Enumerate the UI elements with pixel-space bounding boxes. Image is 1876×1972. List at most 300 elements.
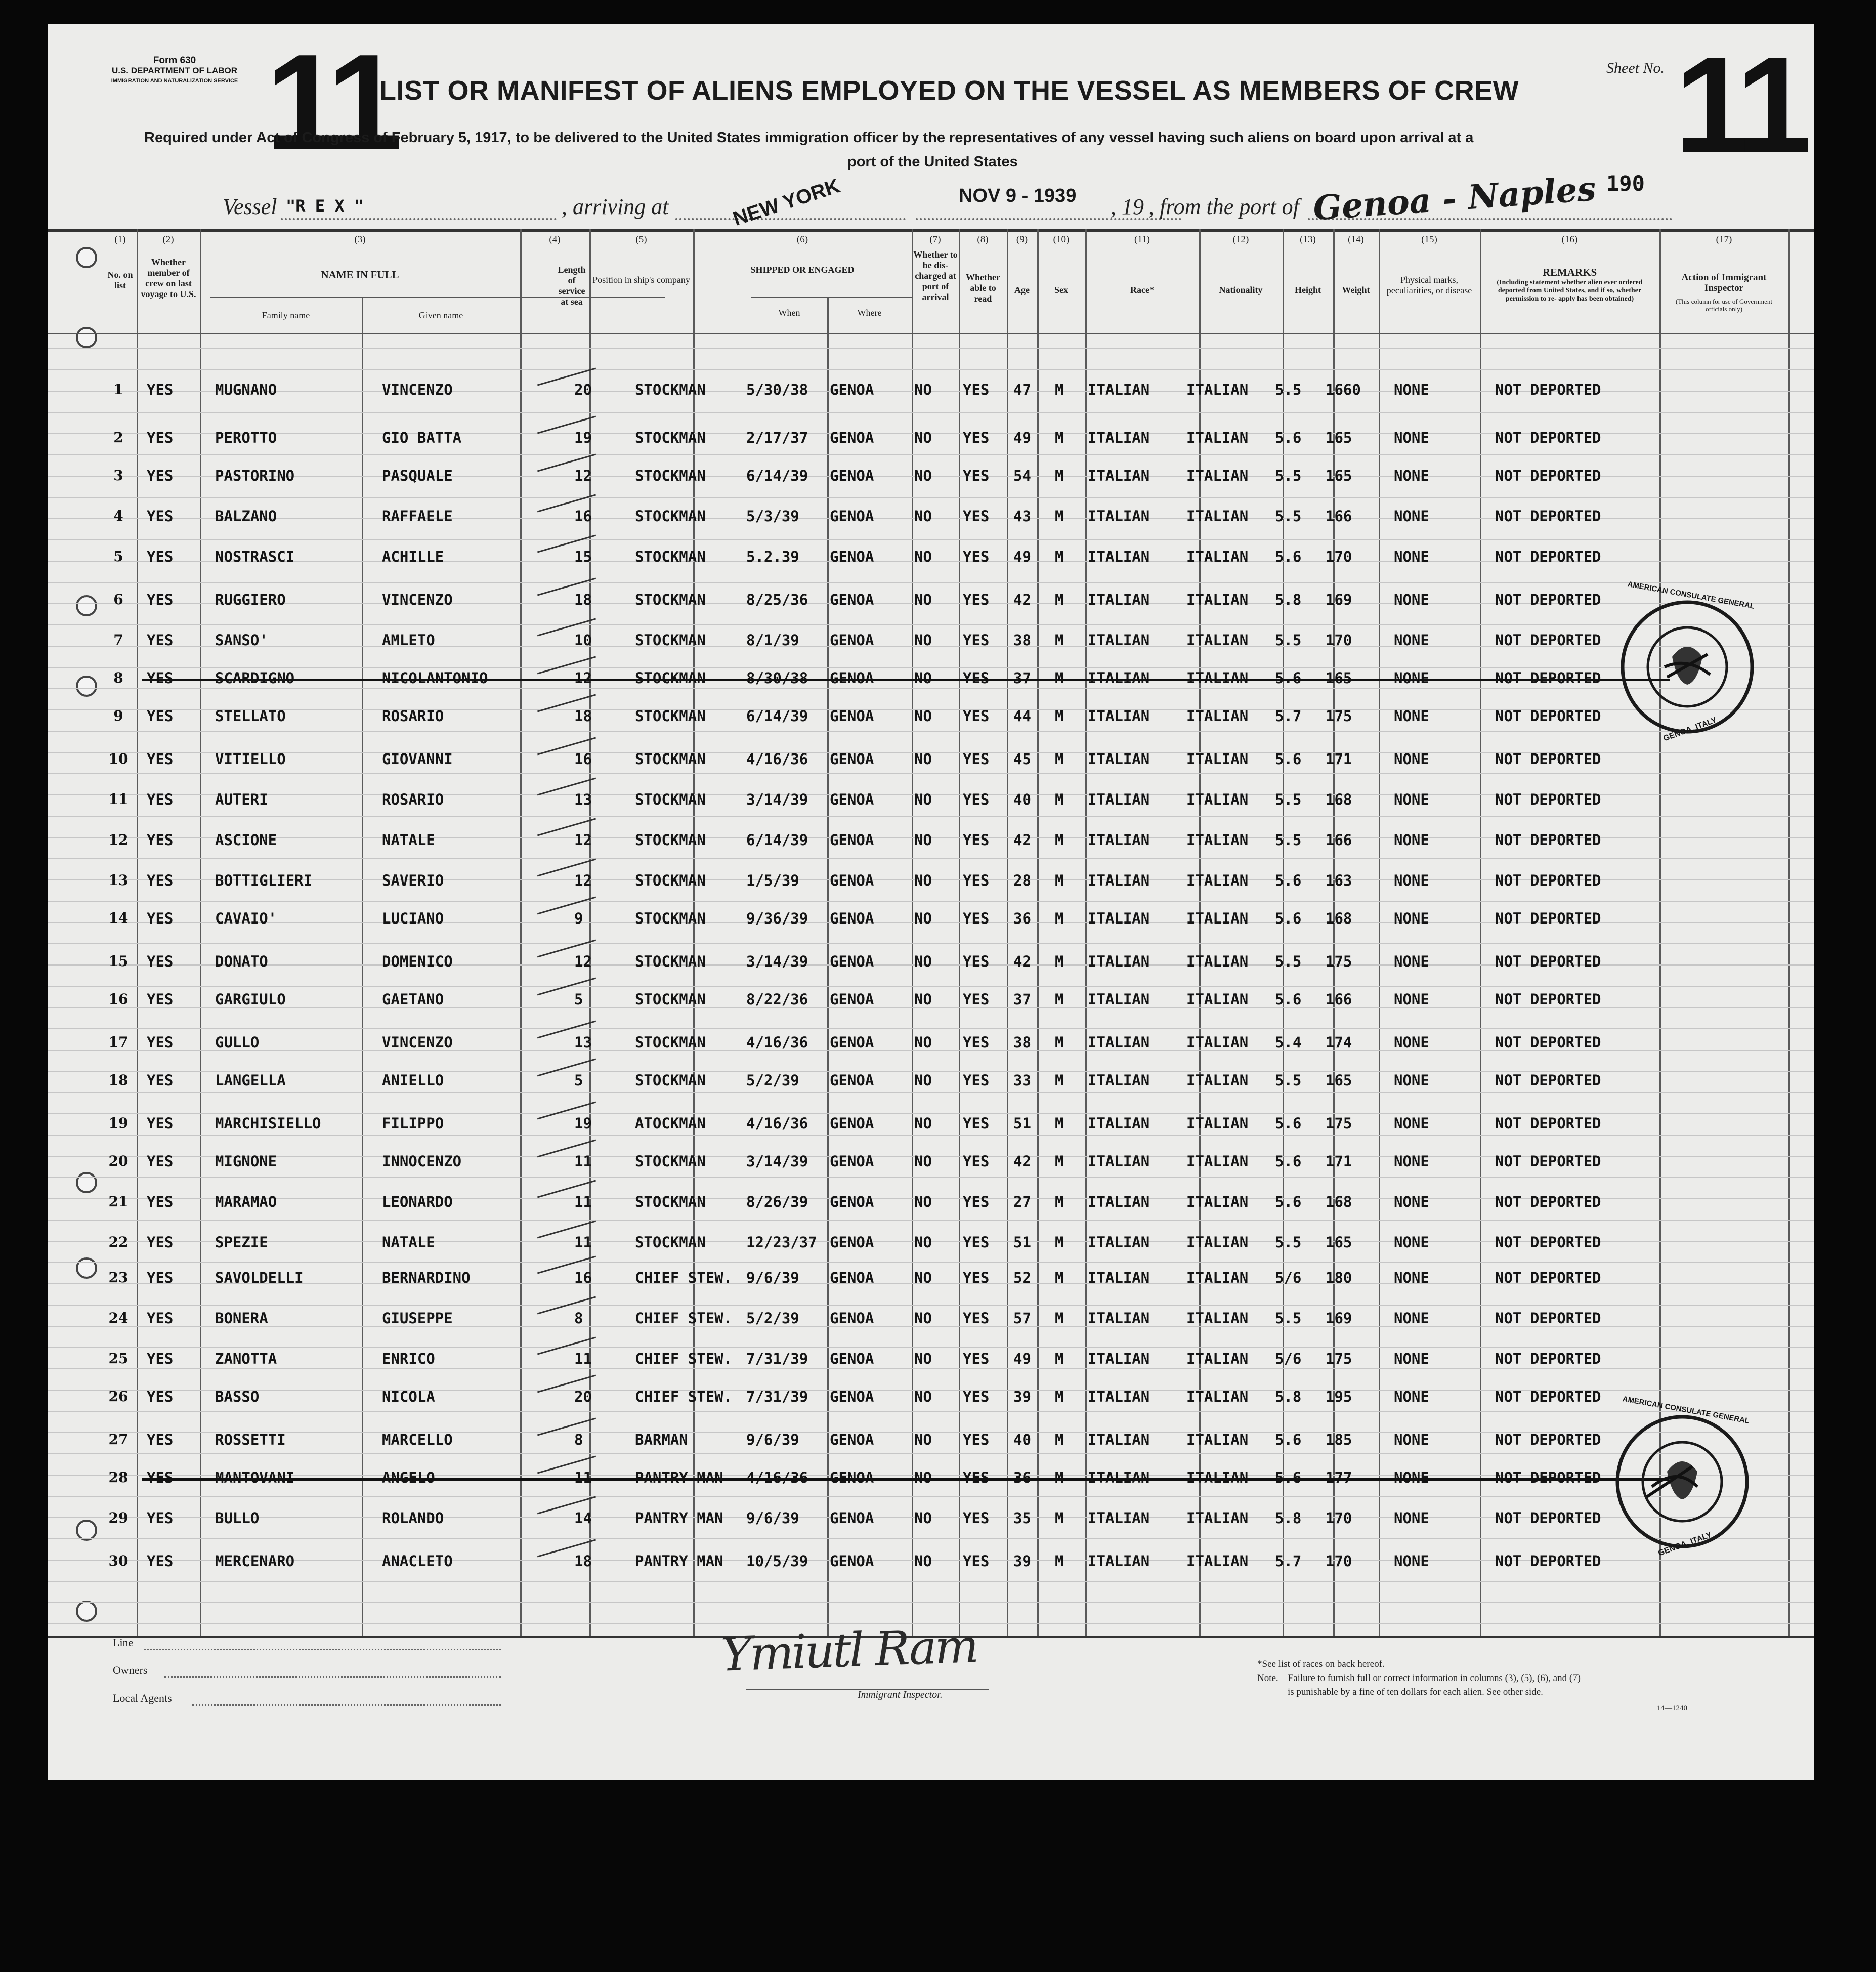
cell-age: 33 — [1013, 1072, 1031, 1089]
cell-prev: YES — [147, 548, 174, 565]
cell-marks: NONE — [1394, 1234, 1429, 1251]
cell-read: YES — [963, 1034, 990, 1051]
col-number: (14) — [1348, 234, 1364, 245]
cell-remarks: NOT DEPORTED — [1495, 1350, 1601, 1367]
cell-marks: NONE — [1394, 1153, 1429, 1170]
cell-given: SAVERIO — [382, 872, 444, 889]
cell-race: ITALIAN — [1088, 707, 1150, 725]
cell-sex: M — [1055, 381, 1064, 398]
cell-position: STOCKMAN — [635, 429, 706, 446]
cell-weight: 175 — [1326, 1350, 1352, 1367]
cell-marks: NONE — [1394, 548, 1429, 565]
cell-given: RAFFAELE — [382, 508, 453, 525]
cell-read: YES — [963, 953, 990, 970]
cell-remarks: NOT DEPORTED — [1495, 1115, 1601, 1132]
ruled-line — [48, 667, 1814, 668]
footer-line-label: Line — [113, 1636, 134, 1649]
cell-no: 6 — [113, 591, 123, 608]
cell-marks: NONE — [1394, 707, 1429, 725]
cell-family: MUGNANO — [215, 381, 277, 398]
cell-family: GARGIULO — [215, 991, 286, 1008]
cell-remarks: NOT DEPORTED — [1495, 669, 1601, 687]
cell-age: 40 — [1013, 791, 1031, 808]
cell-discharged: NO — [914, 1193, 932, 1210]
cell-age: 37 — [1013, 991, 1031, 1008]
cell-race: ITALIAN — [1088, 669, 1150, 687]
cell-discharged: NO — [914, 1388, 932, 1405]
cell-race: ITALIAN — [1088, 1115, 1150, 1132]
cell-remarks: NOT DEPORTED — [1495, 1193, 1601, 1210]
cell-given: GIUSEPPE — [382, 1310, 453, 1327]
cell-family: MARCHISIELLO — [215, 1115, 321, 1132]
cell-no: 27 — [108, 1431, 129, 1448]
cell-family: MIGNONE — [215, 1153, 277, 1170]
cell-nationality: ITALIAN — [1186, 1553, 1249, 1570]
cell-age: 51 — [1013, 1115, 1031, 1132]
inspector-signature: Ymiutl Ram — [720, 1619, 978, 1682]
cell-discharged: NO — [914, 910, 932, 927]
cell-when: 3/14/39 — [746, 791, 808, 808]
punch-hole — [76, 327, 97, 348]
cell-read: YES — [963, 910, 990, 927]
cell-nationality: ITALIAN — [1186, 1034, 1249, 1051]
col-number: (6) — [796, 234, 808, 245]
cell-given: BERNARDINO — [382, 1269, 471, 1286]
cell-prev: YES — [147, 831, 174, 849]
col-header-discharged: Whether to be dis- charged at port of arrival — [913, 249, 958, 302]
cell-given: ANACLETO — [382, 1553, 453, 1570]
col-number: (17) — [1716, 234, 1732, 245]
col-header-where: Where — [857, 308, 882, 318]
ruled-line — [48, 986, 1814, 987]
cell-prev: YES — [147, 707, 174, 725]
cell-position: STOCKMAN — [635, 467, 706, 484]
cell-height: 5/6 — [1275, 1350, 1302, 1367]
cell-discharged: NO — [914, 1469, 932, 1486]
cell-read: YES — [963, 669, 990, 687]
cell-age: 37 — [1013, 669, 1031, 687]
cell-no: 29 — [108, 1509, 129, 1526]
cell-when: 6/14/39 — [746, 467, 808, 484]
cell-marks: NONE — [1394, 1553, 1429, 1570]
col-header-race: Race* — [1130, 285, 1154, 295]
cell-read: YES — [963, 591, 990, 608]
cell-discharged: NO — [914, 381, 932, 398]
cell-when: 8/25/36 — [746, 591, 808, 608]
cell-service: 10 — [574, 632, 592, 649]
cell-position: STOCKMAN — [635, 508, 706, 525]
cell-position: STOCKMAN — [635, 791, 706, 808]
check-tick-mark — [537, 1418, 596, 1436]
cell-marks: NONE — [1394, 1269, 1429, 1286]
cell-given: NICOLA — [382, 1388, 435, 1405]
cell-nationality: ITALIAN — [1186, 632, 1249, 649]
cell-height: 5.7 — [1275, 1553, 1302, 1570]
cell-service: 16 — [574, 750, 592, 768]
cell-no: 26 — [108, 1388, 129, 1405]
cell-remarks: NOT DEPORTED — [1495, 1553, 1601, 1570]
strikethrough-line — [142, 679, 1670, 681]
cell-nationality: ITALIAN — [1186, 1431, 1249, 1448]
stamp-text-bottom: GENOA, ITALY — [1662, 716, 1718, 743]
cell-read: YES — [963, 831, 990, 849]
col-header-inspector-note: (This column for use of Government officials only) — [1676, 298, 1772, 313]
cell-discharged: NO — [914, 750, 932, 768]
cell-nationality: ITALIAN — [1186, 1469, 1249, 1486]
cell-weight: 175 — [1326, 1115, 1352, 1132]
cell-position: CHIEF STEW. — [635, 1388, 733, 1405]
ruled-line — [48, 1028, 1814, 1029]
cell-nationality: ITALIAN — [1186, 548, 1249, 565]
cell-sex: M — [1055, 910, 1064, 927]
cell-service: 18 — [574, 591, 592, 608]
cell-position: STOCKMAN — [635, 1234, 706, 1251]
cell-sex: M — [1055, 1072, 1064, 1089]
cell-read: YES — [963, 381, 990, 398]
stamp-text-top: AMERICAN CONSULATE GENERAL — [1627, 580, 1756, 611]
cell-when: 3/14/39 — [746, 1153, 808, 1170]
cell-age: 39 — [1013, 1388, 1031, 1405]
cell-no: 25 — [108, 1350, 129, 1367]
cell-remarks: NOT DEPORTED — [1495, 1431, 1601, 1448]
cell-age: 38 — [1013, 632, 1031, 649]
cell-discharged: NO — [914, 1034, 932, 1051]
ruled-line — [48, 1453, 1814, 1454]
cell-height: 5.6 — [1275, 872, 1302, 889]
cell-given: ACHILLE — [382, 548, 444, 565]
cell-where: GENOA — [830, 953, 874, 970]
cell-sex: M — [1055, 1509, 1064, 1527]
cell-given: LUCIANO — [382, 910, 444, 927]
cell-where: GENOA — [830, 831, 874, 849]
cell-where: GENOA — [830, 508, 874, 525]
cell-family: BALZANO — [215, 508, 277, 525]
cell-weight: 171 — [1326, 750, 1352, 768]
cell-service: 12 — [574, 872, 592, 889]
cell-family: MERCENARO — [215, 1553, 295, 1570]
col-number: (16) — [1561, 234, 1578, 245]
cell-family: ASCIONE — [215, 831, 277, 849]
cell-sex: M — [1055, 991, 1064, 1008]
sheet-no-label: Sheet No. — [1606, 60, 1665, 76]
cell-family: VITIELLO — [215, 750, 286, 768]
cell-when: 9/6/39 — [746, 1269, 799, 1286]
cell-weight: 165 — [1326, 1234, 1352, 1251]
cell-service: 8 — [574, 1310, 583, 1327]
cell-read: YES — [963, 1193, 990, 1210]
cell-service: 13 — [574, 1034, 592, 1051]
cell-position: PANTRY MAN — [635, 1509, 723, 1527]
cell-when: 5/2/39 — [746, 1072, 799, 1089]
col-header-when: When — [778, 308, 800, 318]
cell-when: 8/1/39 — [746, 632, 799, 649]
cell-height: 5.6 — [1275, 1431, 1302, 1448]
cell-discharged: NO — [914, 1115, 932, 1132]
cell-read: YES — [963, 508, 990, 525]
cell-age: 45 — [1013, 750, 1031, 768]
cell-given: ANIELLO — [382, 1072, 444, 1089]
cell-marks: NONE — [1394, 1469, 1429, 1486]
ruled-line — [48, 1602, 1814, 1603]
cell-service: 12 — [574, 669, 592, 687]
cell-no: 14 — [108, 910, 129, 927]
cell-race: ITALIAN — [1088, 750, 1150, 768]
cell-read: YES — [963, 1072, 990, 1089]
cell-given: MARCELLO — [382, 1431, 453, 1448]
cell-discharged: NO — [914, 953, 932, 970]
ruled-line — [48, 412, 1814, 413]
cell-race: ITALIAN — [1088, 1431, 1150, 1448]
cell-weight: 165 — [1326, 429, 1352, 446]
cell-discharged: NO — [914, 831, 932, 849]
cell-sex: M — [1055, 1115, 1064, 1132]
ruled-line — [48, 1411, 1814, 1412]
cell-when: 12/23/37 — [746, 1234, 817, 1251]
ruled-line — [48, 688, 1814, 689]
cell-marks: NONE — [1394, 467, 1429, 484]
col-number: (8) — [977, 234, 989, 245]
cell-remarks: NOT DEPORTED — [1495, 1072, 1601, 1089]
cell-family: ZANOTTA — [215, 1350, 277, 1367]
cell-no: 2 — [113, 429, 123, 446]
cell-service: 5 — [574, 991, 583, 1008]
cell-where: GENOA — [830, 1388, 874, 1405]
cell-height: 5.7 — [1275, 707, 1302, 725]
cell-where: GENOA — [830, 467, 874, 484]
cell-given: INNOCENZO — [382, 1153, 462, 1170]
stamp-text-top: AMERICAN CONSULATE GENERAL — [1622, 1395, 1751, 1425]
cell-position: STOCKMAN — [635, 632, 706, 649]
cell-no: 20 — [108, 1153, 129, 1169]
cell-height: 5/6 — [1275, 1269, 1302, 1286]
cell-no: 9 — [113, 707, 123, 724]
cell-prev: YES — [147, 591, 174, 608]
cell-height: 5.8 — [1275, 1388, 1302, 1405]
cell-given: NICOLANTONIO — [382, 669, 488, 687]
col-header-weight: Weight — [1342, 285, 1370, 295]
shipped-sub-rule — [751, 297, 912, 298]
cell-given: ENRICO — [382, 1350, 435, 1367]
cell-when: 5/3/39 — [746, 508, 799, 525]
cell-given: VINCENZO — [382, 381, 453, 398]
cell-race: ITALIAN — [1088, 429, 1150, 446]
cell-position: CHIEF STEW. — [635, 1310, 733, 1327]
cell-race: ITALIAN — [1088, 791, 1150, 808]
cell-sex: M — [1055, 1269, 1064, 1286]
cell-weight: 170 — [1326, 632, 1352, 649]
cell-given: NATALE — [382, 1234, 435, 1251]
cell-read: YES — [963, 707, 990, 725]
cell-when: 5/2/39 — [746, 1310, 799, 1327]
cell-family: SANSO' — [215, 632, 268, 649]
cell-read: YES — [963, 991, 990, 1008]
cell-weight: 168 — [1326, 910, 1352, 927]
col-number: (1) — [114, 234, 126, 245]
cell-nationality: ITALIAN — [1186, 1509, 1249, 1527]
cell-where: GENOA — [830, 1115, 874, 1132]
cell-marks: NONE — [1394, 1115, 1429, 1132]
cell-marks: NONE — [1394, 632, 1429, 649]
cell-age: 49 — [1013, 548, 1031, 565]
cell-age: 27 — [1013, 1193, 1031, 1210]
check-tick-mark — [537, 897, 596, 915]
col-number: (9) — [1016, 234, 1028, 245]
col-header-sex: Sex — [1054, 285, 1068, 295]
cell-prev: YES — [147, 508, 174, 525]
cell-remarks: NOT DEPORTED — [1495, 831, 1601, 849]
cell-prev: YES — [147, 632, 174, 649]
page-number: 190 — [1606, 171, 1645, 196]
cell-race: ITALIAN — [1088, 1193, 1150, 1210]
cell-no: 19 — [108, 1115, 129, 1131]
cell-no: 22 — [108, 1234, 129, 1250]
cell-race: ITALIAN — [1088, 467, 1150, 484]
cell-family: ROSSETTI — [215, 1431, 286, 1448]
cell-discharged: NO — [914, 1072, 932, 1089]
cell-race: ITALIAN — [1088, 1034, 1150, 1051]
cell-no: 16 — [108, 991, 129, 1008]
cell-service: 11 — [574, 1469, 592, 1486]
cell-weight: 163 — [1326, 872, 1352, 889]
cell-weight: 165 — [1326, 467, 1352, 484]
cell-nationality: ITALIAN — [1186, 381, 1249, 398]
cell-family: BONERA — [215, 1310, 268, 1327]
cell-age: 40 — [1013, 1431, 1031, 1448]
cell-height: 5.5 — [1275, 632, 1302, 649]
cell-family: BOTTIGLIERI — [215, 872, 313, 889]
cell-weight: 171 — [1326, 1153, 1352, 1170]
cell-read: YES — [963, 1115, 990, 1132]
ruled-line — [48, 1135, 1814, 1136]
cell-race: ITALIAN — [1088, 632, 1150, 649]
cell-marks: NONE — [1394, 1310, 1429, 1327]
sheet-number-right: 11 — [1675, 29, 1805, 181]
cell-prev: YES — [147, 1553, 174, 1570]
cell-no: 3 — [113, 467, 123, 484]
col-header-position: Position in ship's company — [592, 275, 690, 285]
cell-position: CHIEF STEW. — [635, 1350, 733, 1367]
cell-service: 18 — [574, 707, 592, 725]
cell-age: 42 — [1013, 1153, 1031, 1170]
cell-prev: YES — [147, 872, 174, 889]
cell-when: 6/14/39 — [746, 831, 808, 849]
cell-service: 8 — [574, 1431, 583, 1448]
cell-marks: NONE — [1394, 381, 1429, 398]
ruled-line — [48, 943, 1814, 944]
cell-prev: YES — [147, 953, 174, 970]
cell-discharged: NO — [914, 467, 932, 484]
cell-height: 5.5 — [1275, 791, 1302, 808]
ruled-line — [48, 1177, 1814, 1178]
cell-discharged: NO — [914, 1269, 932, 1286]
cell-marks: NONE — [1394, 508, 1429, 525]
cell-height: 5.6 — [1275, 548, 1302, 565]
col-header-read: Whether able to read — [966, 272, 1000, 304]
cell-service: 13 — [574, 791, 592, 808]
cell-age: 52 — [1013, 1269, 1031, 1286]
cell-read: YES — [963, 1431, 990, 1448]
arriving-label: , arriving at — [562, 194, 669, 219]
cell-position: STOCKMAN — [635, 381, 706, 398]
cell-read: YES — [963, 791, 990, 808]
ruled-line — [48, 1496, 1814, 1497]
col-header-name: NAME IN FULL — [321, 269, 399, 281]
cell-service: 11 — [574, 1153, 592, 1170]
cell-nationality: ITALIAN — [1186, 669, 1249, 687]
form-identifier — [109, 56, 240, 86]
cell-position: STOCKMAN — [635, 1153, 706, 1170]
cell-family: SAVOLDELLI — [215, 1269, 304, 1286]
cell-family: GULLO — [215, 1034, 260, 1051]
vessel-name: "R E X " — [286, 196, 364, 216]
cell-position: STOCKMAN — [635, 831, 706, 849]
cell-discharged: NO — [914, 1553, 932, 1570]
cell-service: 12 — [574, 467, 592, 484]
cell-service: 20 — [574, 1388, 592, 1405]
cell-family: SCARDIGNO — [215, 669, 295, 687]
cell-read: YES — [963, 1234, 990, 1251]
cell-marks: NONE — [1394, 429, 1429, 446]
cell-weight: 177 — [1326, 1469, 1352, 1486]
check-tick-mark — [537, 1059, 596, 1077]
cell-prev: YES — [147, 1431, 174, 1448]
cell-remarks: NOT DEPORTED — [1495, 508, 1601, 525]
cell-sex: M — [1055, 750, 1064, 768]
cell-weight: 169 — [1326, 1310, 1352, 1327]
cell-age: 49 — [1013, 429, 1031, 446]
cell-height: 5.6 — [1275, 1115, 1302, 1132]
cell-when: 9/6/39 — [746, 1431, 799, 1448]
cell-remarks: NOT DEPORTED — [1495, 1234, 1601, 1251]
ruled-line — [48, 624, 1814, 625]
cell-prev: YES — [147, 991, 174, 1008]
cell-where: GENOA — [830, 1269, 874, 1286]
arrival-date-stamp: NOV 9 - 1939 — [959, 185, 1077, 206]
cell-age: 36 — [1013, 1469, 1031, 1486]
ruled-line — [48, 1368, 1814, 1369]
cell-height: 5.5 — [1275, 831, 1302, 849]
punch-hole — [76, 1601, 97, 1622]
cell-where: GENOA — [830, 1153, 874, 1170]
footer-owners-label: Owners — [113, 1664, 148, 1676]
cell-read: YES — [963, 548, 990, 565]
cell-remarks: NOT DEPORTED — [1495, 548, 1601, 565]
cell-when: 6/14/39 — [746, 707, 808, 725]
cell-position: STOCKMAN — [635, 548, 706, 565]
cell-remarks: NOT DEPORTED — [1495, 953, 1601, 970]
cell-discharged: NO — [914, 991, 932, 1008]
cell-weight: 170 — [1326, 548, 1352, 565]
cell-where: GENOA — [830, 1072, 874, 1089]
ruled-line — [48, 348, 1814, 349]
col-header-service: Length of service at sea — [558, 265, 586, 307]
cell-prev: YES — [147, 1193, 174, 1210]
cell-where: GENOA — [830, 1469, 874, 1486]
col-header-physical-marks: Physical marks, peculiarities, or disease — [1386, 275, 1472, 296]
cell-family: DONATO — [215, 953, 268, 970]
cell-remarks: NOT DEPORTED — [1495, 1310, 1601, 1327]
cell-weight: 165 — [1326, 1072, 1352, 1089]
cell-family: NOSTRASCI — [215, 548, 295, 565]
cell-read: YES — [963, 1553, 990, 1570]
cell-remarks: NOT DEPORTED — [1495, 1388, 1601, 1405]
ruled-line — [48, 731, 1814, 732]
cell-given: VINCENZO — [382, 1034, 453, 1051]
cell-family: BASSO — [215, 1388, 260, 1405]
cell-no: 24 — [108, 1310, 129, 1326]
cell-position: STOCKMAN — [635, 707, 706, 725]
cell-sex: M — [1055, 872, 1064, 889]
